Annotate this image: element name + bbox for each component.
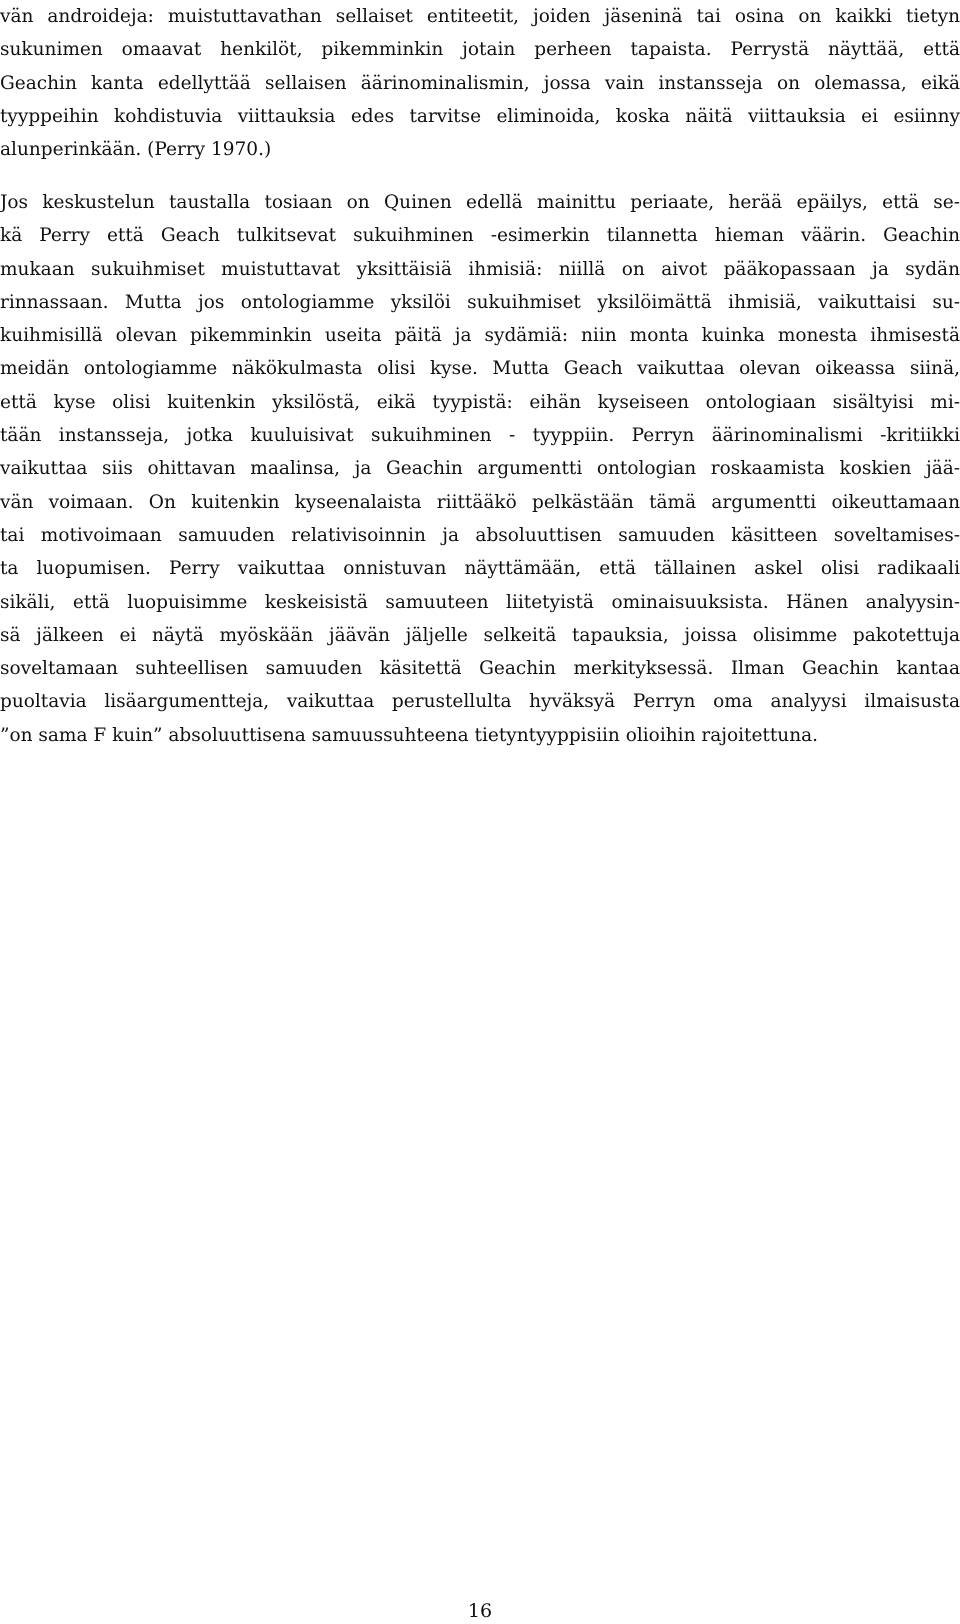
text-line: vän androideja: muistuttavathan sellaiset entiteetit, joiden jäseninä tai osina on kaikki tietyn	[0, 6, 960, 27]
text-line: Jos keskustelun taustalla tosiaan on Quinen edellä mainittu periaate, herää epäilys, että se-	[0, 192, 960, 213]
text-line: sukunimen omaavat henkilöt, pikemminkin jotain perheen tapaista. Perrystä näyttää, että	[0, 39, 960, 61]
text-line: Geachin kanta edellyttää sellaisen äärinominalismin, jossa vain instansseja on olemassa, eikä	[0, 72, 960, 94]
page-number: 16	[467, 1600, 493, 1622]
text-line: vaikuttaa siis ohittavan maalinsa, ja Geachin argumentti ontologian roskaamista koskien jää-	[0, 458, 960, 480]
text-line: tyyppeihin kohdistuvia viittauksia edes tarvitse eliminoida, koska näitä viittauksia ei esiinny	[0, 105, 960, 127]
text-line: meidän ontologiamme näkökulmasta olisi kyse. Mutta Geach vaikuttaa olevan oikeassa siinä,	[0, 358, 960, 380]
text-line: tai motivoimaan samuuden relativisoinnin ja absoluuttisen samuuden käsitteen soveltamises-	[0, 524, 960, 546]
text-line: vän voimaan. On kuitenkin kyseenalaista riittääkö pelkästään tämä argumentti oikeuttamaan	[0, 491, 960, 513]
text-line: puoltavia lisäargumentteja, vaikuttaa perustellulta hyväksyä Perryn oma analyysi ilmaisusta	[0, 691, 960, 713]
text-line: kuihmisillä olevan pikemminkin useita päitä ja sydämiä: niin monta kuinka monesta ihmisestä	[0, 325, 960, 347]
text-line: kä Perry että Geach tulkitsevat sukuihminen -esimerkin tilannetta hieman väärin. Geachin	[0, 225, 960, 247]
text-line: ”on sama F kuin” absoluuttisena samuussuhteena tietyntyyppisiin olioihin rajoitettuna.	[0, 724, 819, 746]
text-line: että kyse olisi kuitenkin yksilöstä, eikä tyypistä: eihän kyseiseen ontologiaan sisältyisi mi-	[0, 391, 960, 413]
text-line: alunperinkään. (Perry 1970.)	[0, 139, 272, 161]
paragraph-1	[0, 0, 960, 166]
text-line: rinnassaan. Mutta jos ontologiamme yksilöi sukuihmiset yksilöimättä ihmisiä, vaikuttaisi su-	[0, 291, 960, 313]
text-line: sä jälkeen ei näytä myöskään jäävän jäljelle selkeitä tapauksia, joissa olisimme pakotettuja	[0, 624, 960, 646]
text-line: mukaan sukuihmiset muistuttavat yksittäisiä ihmisiä: niillä on aivot pääkopassaan ja sydän	[0, 258, 960, 280]
text-line: soveltamaan suhteellisen samuuden käsitettä Geachin merkityksessä. Ilman Geachin kantaa	[0, 658, 960, 680]
text-line: ta luopumisen. Perry vaikuttaa onnistuvan näyttämään, että tällainen askel olisi radikaali	[0, 558, 960, 580]
paragraph-2	[0, 186, 960, 752]
text-line: sikäli, että luopuisimme keskeisistä samuuteen liitetyistä ominaisuuksista. Hänen analyysin-	[0, 591, 960, 613]
text-line: tään instansseja, jotka kuuluisivat sukuihminen - tyyppiin. Perryn äärinominalismi -kritiikki	[0, 425, 960, 447]
